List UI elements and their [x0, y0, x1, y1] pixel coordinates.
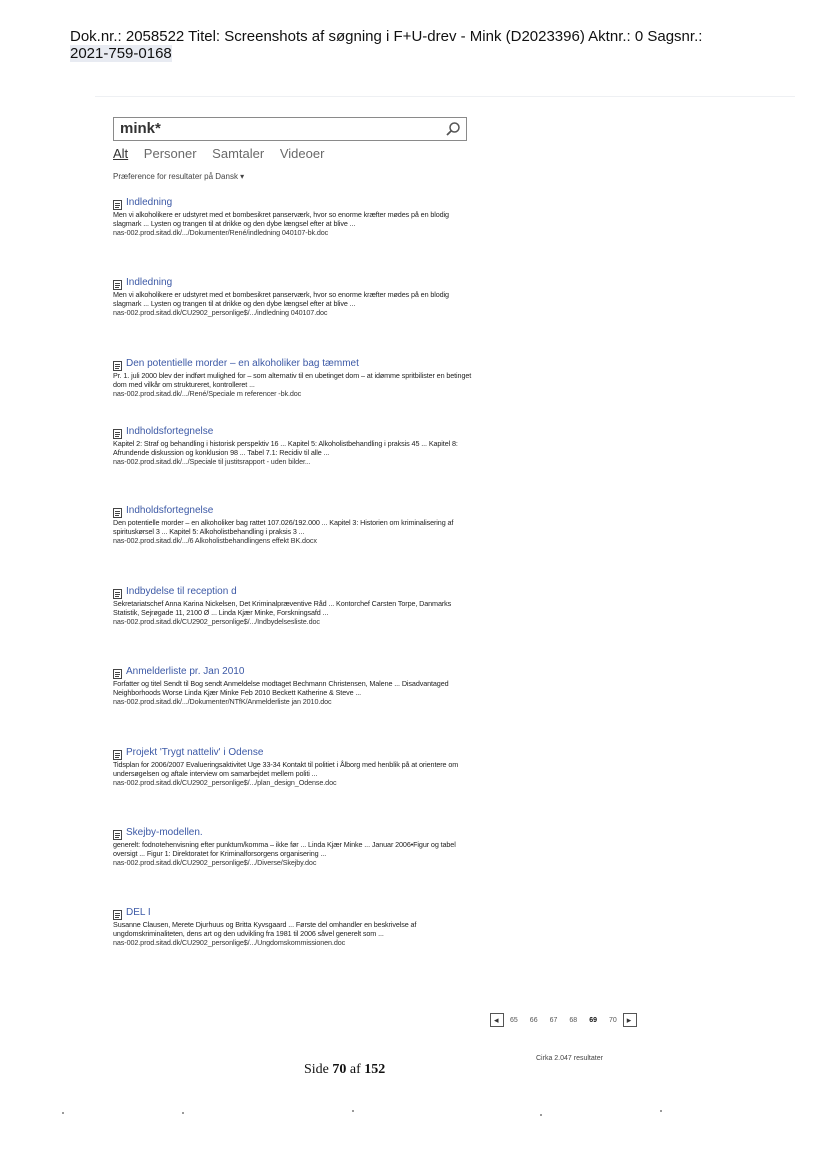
result-title[interactable]: Projekt 'Trygt natteliv' i Odense	[126, 746, 264, 758]
result-snippet: Kapitel 2: Straf og behandling i historisk perspektiv 16 ... Kapitel 5: Alkoholistbehandling i praksis 45 ... Kapitel 8: Afrundende diskussion og konklusion 98 ... Tabel 7.1: Recidiv til alle ...	[113, 439, 458, 457]
chevron-right-icon: ▸	[626, 1015, 632, 1025]
result-url[interactable]: nas-002.prod.sitad.dk/.../Dokumenter/NTfK/Anmelderliste jan 2010.doc	[113, 697, 332, 706]
result-title[interactable]: Skejby-modellen.	[126, 826, 203, 838]
search-input[interactable]	[113, 117, 467, 141]
scan-speck	[660, 1110, 662, 1112]
previous-page-button[interactable]	[490, 1013, 504, 1027]
document-icon	[113, 907, 122, 917]
document-icon	[113, 277, 122, 287]
result-url[interactable]: nas-002.prod.sitad.dk/.../Speciale til justitsrapport - uden bilder...	[113, 457, 311, 466]
result-url[interactable]: nas-002.prod.sitad.dk/CU2902_personlige$/.../Diverse/Skejby.doc	[113, 858, 317, 867]
document-header	[70, 28, 790, 62]
footer-page: 70	[332, 1062, 347, 1077]
footer-middle: af	[346, 1062, 365, 1077]
page-footer	[304, 1062, 385, 1078]
result-url[interactable]: nas-002.prod.sitad.dk/.../6 Alkoholistbehandlingens effekt BK.docx	[113, 536, 317, 545]
result-item	[113, 665, 473, 706]
result-snippet: Susanne Clausen, Merete Djurhuus og Britta Kyvsgaard ... Første del omhandler en beskrivelse af ungdomskriminaliteten, dens art og den udvikling fra 1981 til 2006 såvel generelt som ...	[113, 920, 417, 938]
document-icon	[113, 666, 122, 676]
next-page-button[interactable]	[623, 1013, 637, 1027]
result-url[interactable]: nas-002.prod.sitad.dk/.../René/Speciale m referencer -bk.doc	[113, 389, 302, 398]
tab-samtaler[interactable]: Samtaler	[212, 146, 265, 161]
page-link[interactable]: 66	[529, 1016, 538, 1024]
result-item	[113, 425, 473, 466]
footer-total: 152	[364, 1062, 386, 1077]
page-link[interactable]: 65	[510, 1016, 518, 1024]
result-item	[113, 585, 473, 626]
result-item	[113, 196, 473, 237]
result-snippet: Men vi alkoholikere er udstyret med et bombesikret panserværk, hvor so enorme kræfter mødes på en blodig slagmark ... Lysten og trangen til at drikke og den dybe længsel efter at blive ...	[113, 290, 449, 308]
scan-speck	[540, 1114, 542, 1116]
scan-speck	[352, 1110, 354, 1112]
result-title[interactable]: Indledning	[126, 276, 173, 288]
tab-alt[interactable]: Alt	[113, 146, 129, 161]
language-preference[interactable]: Præference for resultater på Dansk ▾	[113, 172, 245, 181]
result-url[interactable]: nas-002.prod.sitad.dk/CU2902_personlige$/.../Indbydelsesliste.doc	[113, 617, 320, 626]
result-item	[113, 504, 473, 545]
document-icon	[113, 505, 122, 515]
document-icon	[113, 586, 122, 596]
page-link[interactable]: 70	[608, 1016, 617, 1024]
result-title[interactable]: Indbydelse til reception d	[126, 585, 237, 597]
search-tabs	[113, 146, 336, 161]
result-item	[113, 826, 473, 867]
document-icon	[113, 827, 122, 837]
tab-personer[interactable]: Personer	[143, 146, 197, 161]
document-icon	[113, 197, 122, 207]
result-item	[113, 357, 473, 398]
result-snippet: Forfatter og titel Sendt til Bog sendt Anmeldelse modtaget Bechmann Christensen, Malene ... Disadvantaged Neighborhoods Worse Linda Kjær Minke Feb 2010 Beckett Katherine & Steve ...	[113, 679, 449, 697]
result-title[interactable]: Anmelderliste pr. Jan 2010	[126, 665, 245, 677]
current-page[interactable]: 69	[589, 1016, 597, 1024]
header-line-2: 2021-759-0168	[70, 45, 172, 62]
result-url[interactable]: nas-002.prod.sitad.dk/.../Dokumenter/René/indledning 040107-bk.doc	[113, 228, 329, 237]
scan-speck	[182, 1112, 184, 1114]
result-title[interactable]: Indholdsfortegnelse	[126, 504, 214, 516]
result-url[interactable]: nas-002.prod.sitad.dk/CU2902_personlige$/.../Ungdomskommissionen.doc	[113, 938, 346, 947]
footer-prefix: Side	[304, 1062, 333, 1077]
result-title[interactable]: DEL I	[126, 906, 151, 918]
result-title[interactable]: Indholdsfortegnelse	[126, 425, 214, 437]
magnifier-icon[interactable]	[445, 121, 461, 137]
page-link[interactable]: 68	[569, 1016, 578, 1024]
tab-videoer[interactable]: Videoer	[279, 146, 325, 161]
result-snippet: generelt: fodnotehenvisning efter punktum/komma – ikke før ... Linda Kjær Minke ... Januar 2006•Figur og tabel oversigt ... Figur 1: Direktoratet for Kriminalforsorgens organisering ...	[113, 840, 456, 858]
result-snippet: Tidsplan for 2006/2007 Evalueringsaktivitet Uge 33-34 Kontakt til politiet i Ålborg med henblik på at orientere om undersøgelsen og aftale interview om samarbejdet mellem politi ...	[113, 760, 459, 778]
result-snippet: Sekretariatschef Anna Karina Nickelsen, Det Kriminalpræventive Råd ... Kontorchef Carsten Torpe, Danmarks Statistik, Sejrøgade 11, 2100 Ø ... Linda Kjær Minke, Forskningsafd ...	[113, 599, 452, 617]
result-url[interactable]: nas-002.prod.sitad.dk/CU2902_personlige$/.../indledning 040107.doc	[113, 308, 328, 317]
document-icon	[113, 426, 122, 436]
result-snippet: Men vi alkoholikere er udstyret med et bombesikret panserværk, hvor so enorme kræfter mødes på en blodig slagmark ... Lysten og trangen til at drikke og den dybe længsel efter at blive ...	[113, 210, 449, 228]
result-snippet: Pr. 1. juli 2000 blev der indført mulighed for – som alternativ til en ubetinget dom – at idømme spritbilister en betinget dom med vilkår om struktureret, kontrolleret ...	[113, 371, 472, 389]
result-title[interactable]: Indledning	[126, 196, 173, 208]
result-url[interactable]: nas-002.prod.sitad.dk/CU2902_personlige$/.../plan_design_Odense.doc	[113, 778, 337, 787]
result-item	[113, 276, 473, 317]
divider	[95, 96, 795, 97]
result-snippet: Den potentielle morder – en alkoholiker bag rattet 107.026/192.000 ... Kapitel 3: Historien om kriminalisering af spirituskørsel 3 ... Kapitel 5: Alkoholistbehandling i praksis 3 ...	[113, 518, 454, 536]
page-link[interactable]: 67	[549, 1016, 558, 1024]
search-query[interactable]: mink*	[120, 120, 161, 137]
scan-speck	[62, 1112, 64, 1114]
result-item	[113, 746, 473, 787]
result-item	[113, 906, 473, 947]
pagination	[490, 1011, 637, 1029]
chevron-left-icon: ◂	[494, 1015, 499, 1025]
header-line-1: Dok.nr.: 2058522 Titel: Screenshots af søgning i F+U-drev - Mink (D2023396) Aktnr.: 0 Sagsnr.:	[70, 28, 703, 45]
document-icon	[113, 358, 122, 368]
document-icon	[113, 747, 122, 757]
result-count: Cirka 2.047 resultater	[536, 1055, 603, 1062]
result-title[interactable]: Den potentielle morder – en alkoholiker bag tæmmet	[126, 357, 359, 369]
